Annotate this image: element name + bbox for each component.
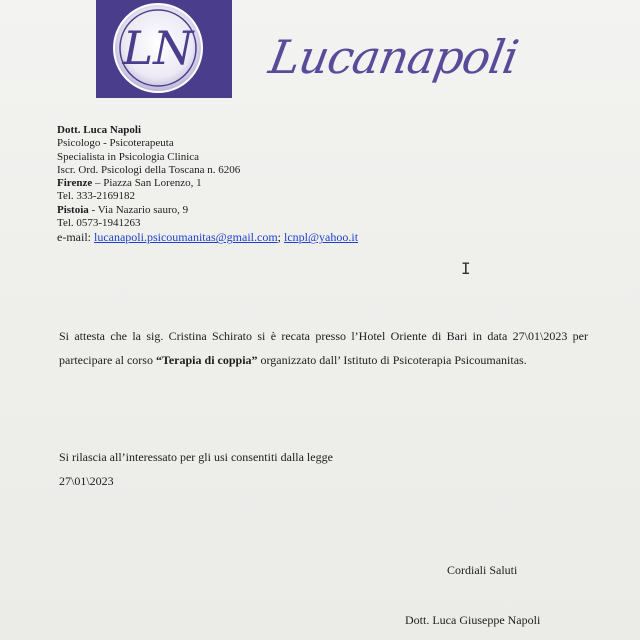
doctor-role: Psicologo - Psicoterapeuta: [57, 137, 174, 150]
signature-name: Dott. Luca Giuseppe Napoli: [405, 613, 541, 627]
pistoia-address: - Via Nazario sauro, 9: [88, 203, 189, 216]
attestation-text-end: organizzato dall’ Istituto di Psicoterapia Psicoumanitas.: [257, 353, 527, 367]
email-separator: ;: [277, 230, 285, 245]
phone-firenze: Tel. 333-2169182: [57, 190, 136, 203]
email-link-gmail[interactable]: lucanapoli.psicoumanitas@gmail.com: [93, 230, 278, 245]
brand-wordmark: Lucanapoli: [265, 30, 522, 84]
attestation-paragraph: [59, 324, 588, 372]
course-title: “Terapia di coppia”: [155, 353, 258, 367]
firenze-label: Firenze: [57, 177, 93, 190]
letterhead: [57, 124, 358, 245]
doctor-specialty: Specialista in Psicologia Clinica: [57, 150, 200, 163]
phone-pistoia: Tel. 0573-1941263: [57, 217, 141, 230]
email-line: [57, 231, 358, 244]
monogram-seal-icon: [96, 0, 232, 98]
release-block: [59, 445, 333, 493]
svg-text:LN: LN: [122, 21, 194, 75]
pistoia-label: Pistoia: [57, 203, 89, 216]
firenze-address-line: [57, 177, 358, 190]
attestation-text-start: Si attesta che la sig. Cristina Schirato si è recata presso l’Hotel Oriente di Bari in data 27\01\2023 per partecipare al corso: [59, 329, 588, 367]
email-label: e-mail:: [57, 230, 94, 245]
doctor-name: Dott. Luca Napoli: [57, 124, 142, 136]
pistoia-address-line: [57, 204, 358, 217]
text-cursor-icon: I: [461, 259, 471, 278]
logo-monogram-box: [96, 0, 232, 98]
release-date: 27\01\2023: [59, 474, 114, 488]
release-statement: Si rilascia all’interessato per gli usi consentiti dalla legge: [59, 450, 333, 464]
closing-salutation: Cordiali Saluti: [447, 563, 518, 577]
firenze-address: – Piazza San Lorenzo, 1: [92, 177, 202, 190]
registry-number: Iscr. Ord. Psicologi della Toscana n. 6206: [57, 163, 241, 176]
email-link-yahoo[interactable]: lcnpl@yahoo.it: [284, 230, 359, 245]
